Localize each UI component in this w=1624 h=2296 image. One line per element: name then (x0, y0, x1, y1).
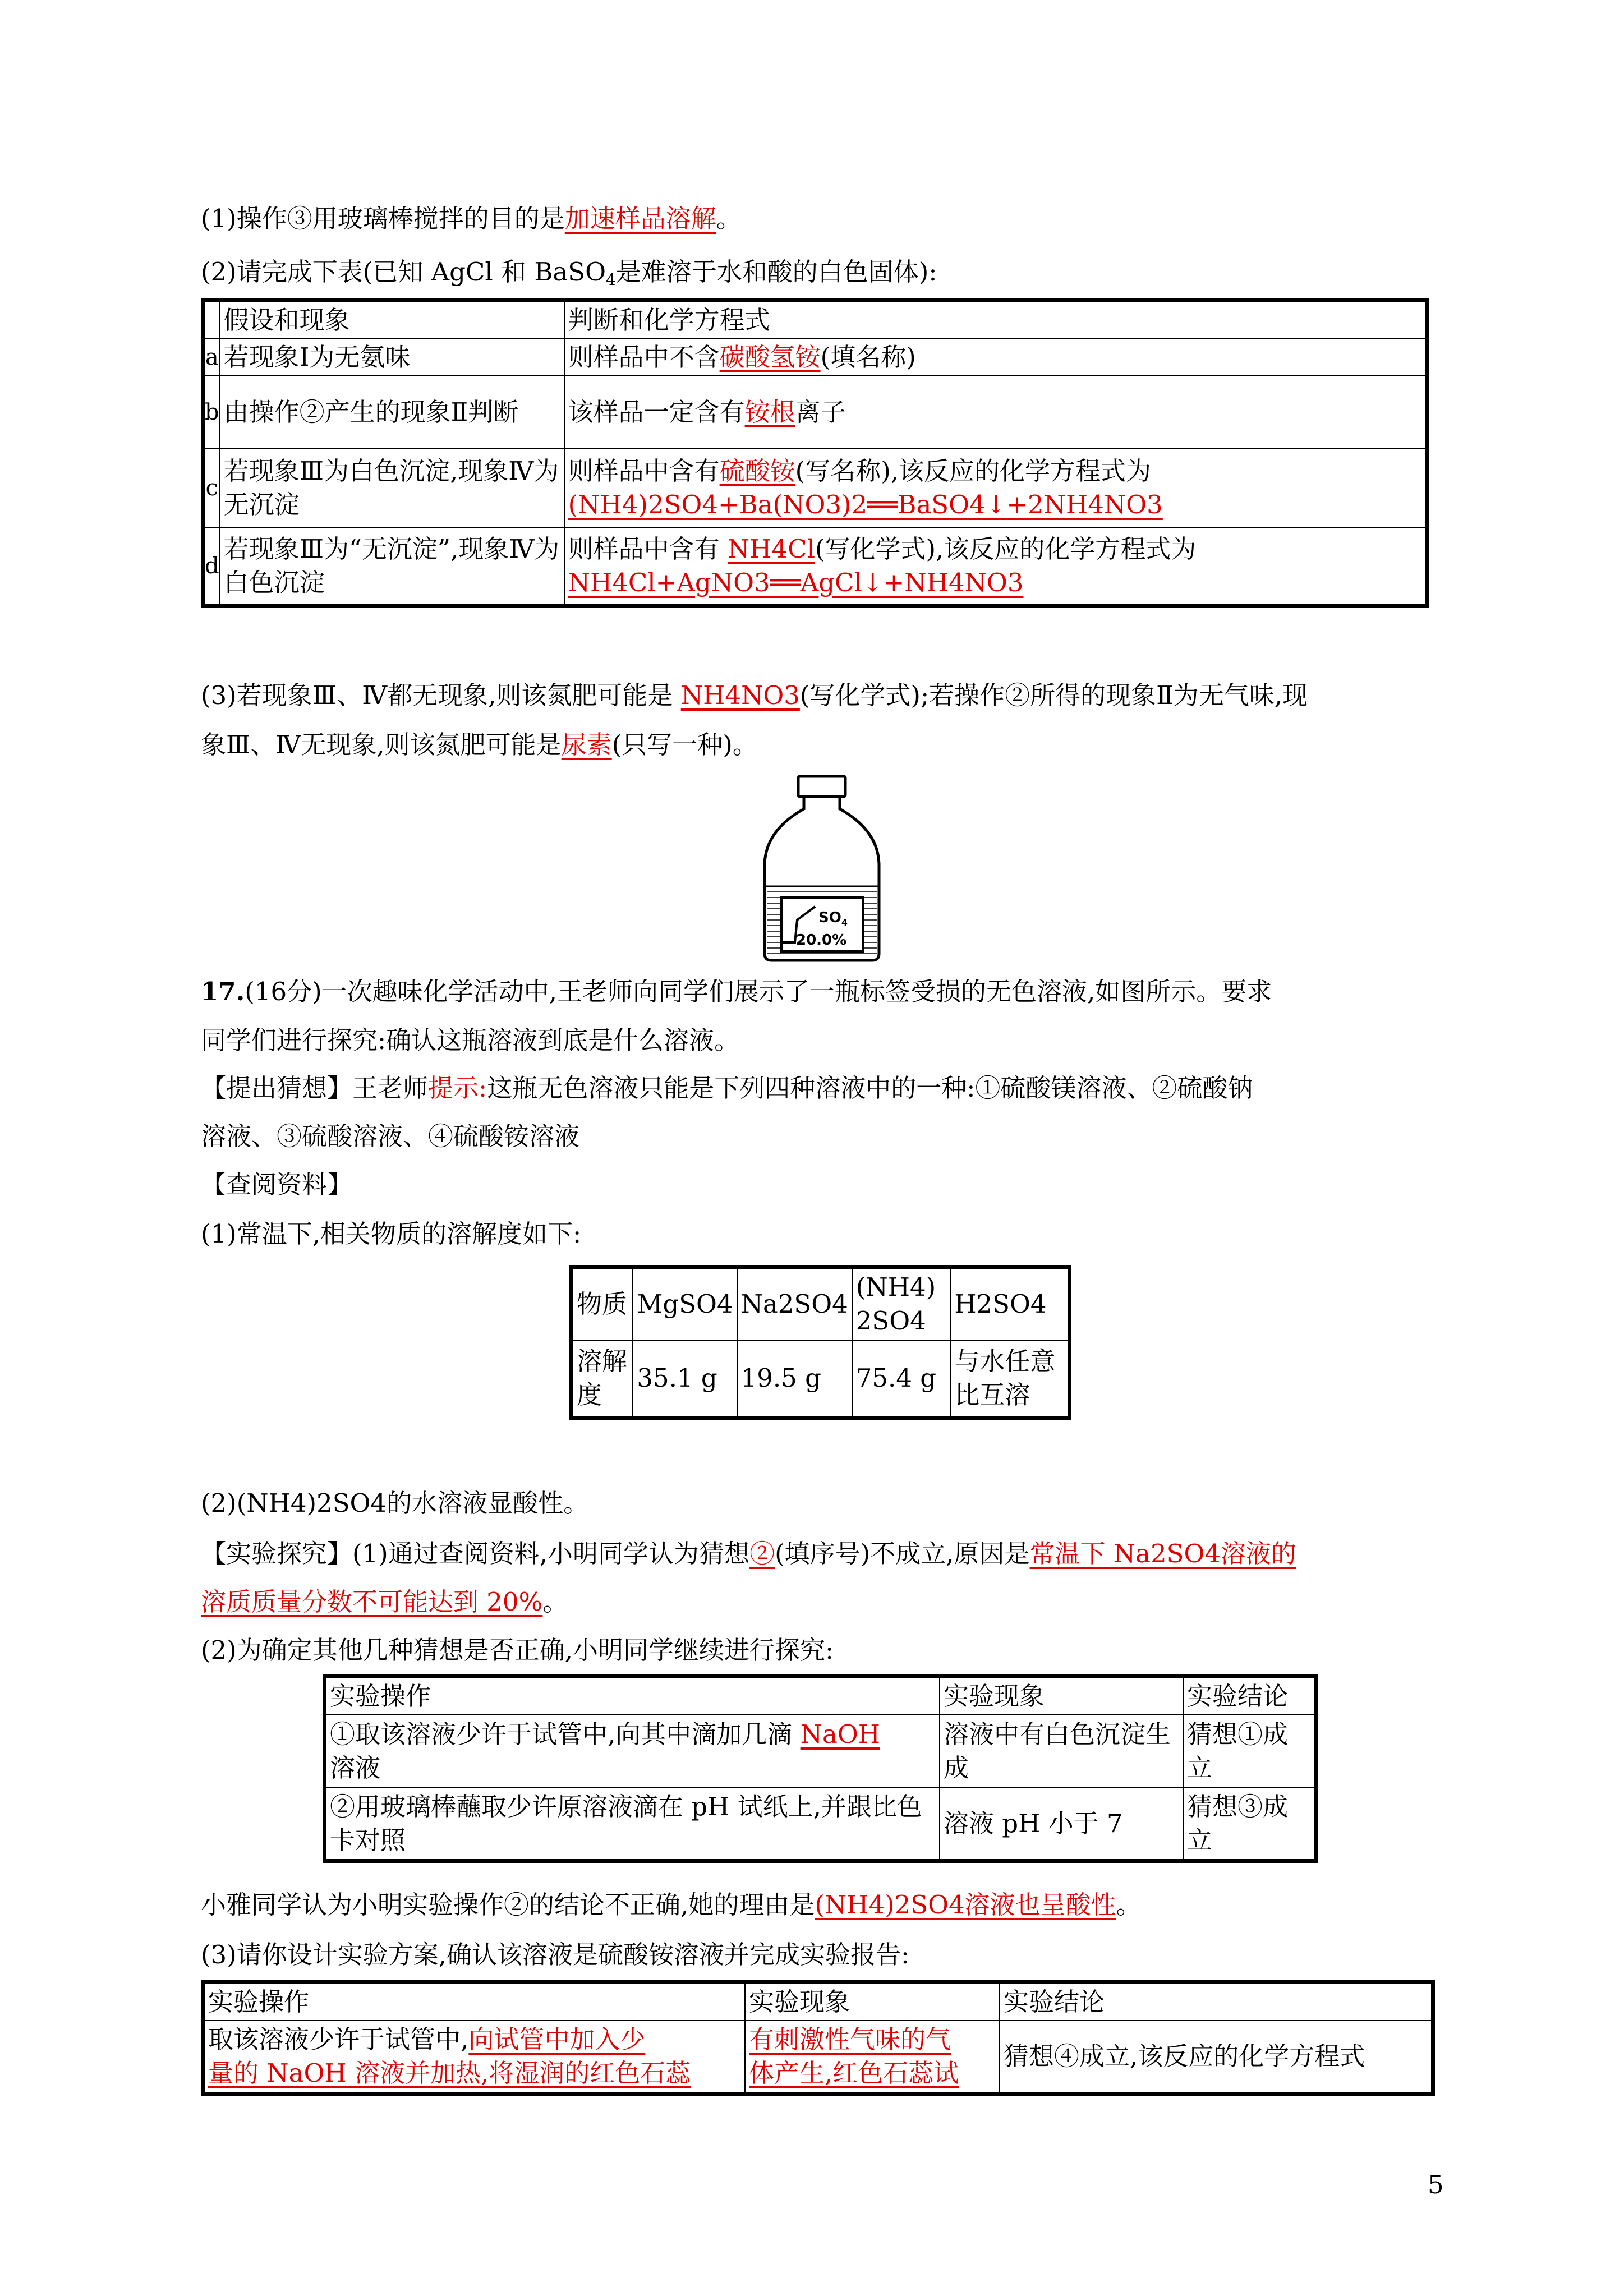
q17-experiment-3: (3)请你设计实验方案,确认该溶液是硫酸铵溶液并完成实验报告: (201, 1940, 910, 1970)
bottle-label-concentration: 20.0% (796, 932, 847, 949)
question-number: 17. (201, 977, 245, 1006)
equation-answer: (NH4)2SO4+Ba(NO3)2══BaSO4↓+2NH4NO3 (568, 490, 1163, 519)
q17-intro-line2: 同学们进行探究:确认这瓶溶液到底是什么溶液。 (201, 1025, 740, 1055)
equation-answer: NH4Cl+AgNO3══AgCl↓+NH4NO3 (568, 567, 1024, 597)
answer-blank: NaOH (800, 1719, 880, 1749)
answer-blank: 铵根 (744, 397, 795, 427)
q17-experiment-1-line2: 溶质质量分数不可能达到 20%。 (201, 1587, 568, 1617)
answer-blank: 量的 NaOH 溶液并加热,将湿润的红色石蕊 (208, 2058, 691, 2088)
q17-intro-line1: 17.(16分)一次趣味化学活动中,王老师向同学们展示了一瓶标签受损的无色溶液,如图所示。要求 (201, 977, 1272, 1006)
answer-blank: 向试管中加入少 (468, 2024, 646, 2054)
answer-blank: (NH4)2SO4溶液也呈酸性 (815, 1890, 1116, 1920)
answer-blank: NH4NO3 (680, 680, 800, 710)
answer-blank: 常温下 Na2SO4溶液的 (1029, 1539, 1296, 1568)
hypothesis-table: 假设和现象 判断和化学方程式 a 若现象Ⅰ为无氨味 则样品中不含碳酸氢铵(填名称) b 由操作②产生的现象Ⅱ判断 该样品一定含有铵根离子 c 若现象Ⅲ为白色沉淀,现象Ⅳ为无沉淀 则样品中含有硫酸铵(写名称),该反应的化学方程式为 (NH4)2SO4+Ba(NO3)2══BaSO4↓+2NH4NO3 d 若现象Ⅲ为“无沉淀”,现象Ⅳ为白色沉淀 则样品中含有 NH4Cl(写化学式),该反应的化学方程式为 NH4Cl+AgNO3══AgCl↓+NH4NO3 (201, 298, 1429, 608)
answer-blank: 硫酸铵 (719, 456, 795, 486)
answer-blank: 尿素 (561, 730, 612, 760)
q16-part3-line1: (3)若现象Ⅲ、Ⅳ都无现象,则该氮肥可能是 NH4NO3(写化学式);若操作②所得的现象Ⅱ为无气味,现 (201, 680, 1308, 710)
answer-blank: NH4Cl (727, 533, 815, 564)
reagent-bottle-figure (760, 774, 884, 965)
bottle-label-formula: $SO_4$ (818, 909, 848, 928)
answer-blank: ② (749, 1539, 775, 1568)
q17-experiment-2: (2)为确定其他几种猜想是否正确,小明同学继续进行探究: (201, 1635, 834, 1665)
page-number: 5 (1428, 2170, 1444, 2200)
q17-xiaoya-line: 小雅同学认为小明实验操作②的结论不正确,她的理由是(NH4)2SO4溶液也呈酸性。 (201, 1890, 1142, 1920)
q17-guess-line1: 【提出猜想】王老师提示:这瓶无色溶液只能是下列四种溶液中的一种:①硫酸镁溶液、②硫酸钠 (201, 1073, 1253, 1103)
q16-part3-line2: 象Ⅲ、Ⅳ无现象,则该氮肥可能是尿素(只写一种)。 (201, 730, 758, 760)
solubility-table: 物质 MgSO4 Na2SO4 (NH4)2SO4 H2SO4 溶解度 35.1 g 19.5 g 75.4 g 与水任意比互溶 (569, 1265, 1071, 1420)
answer-blank: 溶质质量分数不可能达到 20% (201, 1587, 543, 1617)
answer-blank: 碳酸氢铵 (719, 342, 821, 372)
report-table: 实验操作 实验现象 实验结论 取该溶液少许于试管中,向试管中加入少 量的 NaOH 溶液并加热,将湿润的红色石蕊 有刺激性气味的气 体产生,红色石蕊试 猜想④成立,该反应的化学方程式 (201, 1980, 1435, 2096)
q16-part2: (2)请完成下表(已知 AgCl 和 BaSO$_4$是难溶于水和酸的白色固体): (201, 257, 937, 289)
q17-reference-title: 【查阅资料】 (201, 1170, 353, 1199)
answer-blank: 有刺激性气味的气 (749, 2024, 951, 2054)
q17-reference-1: (1)常温下,相关物质的溶解度如下: (201, 1219, 582, 1249)
answer-blank: 加速样品溶解 (564, 204, 716, 233)
q17-reference-2: (2)(NH4)2SO4的水溶液显酸性。 (201, 1488, 589, 1518)
hint-text: 提示: (428, 1073, 487, 1103)
experiment-table: 实验操作 实验现象 实验结论 ①取该溶液少许于试管中,向其中滴加几滴 NaOH 溶液 溶液中有白色沉淀生成 猜想①成立 ②用玻璃棒蘸取少许原溶液滴在 pH 试纸上,并跟比色卡对照 溶液 pH 小于 7 猜想③成立 (323, 1674, 1318, 1863)
header-judgement: 判断和化学方程式 (564, 301, 1428, 339)
q17-experiment-1-line1: 【实验探究】(1)通过查阅资料,小明同学认为猜想②(填序号)不成立,原因是常温下 Na2SO4溶液的 (201, 1539, 1296, 1568)
q16-part1: (1)操作③用玻璃棒搅拌的目的是加速样品溶解。 (201, 204, 742, 233)
q17-guess-line2: 溶液、③硫酸溶液、④硫酸铵溶液 (201, 1121, 580, 1151)
header-hypothesis: 假设和现象 (220, 301, 564, 339)
answer-blank: 体产生,红色石蕊试 (749, 2058, 959, 2088)
